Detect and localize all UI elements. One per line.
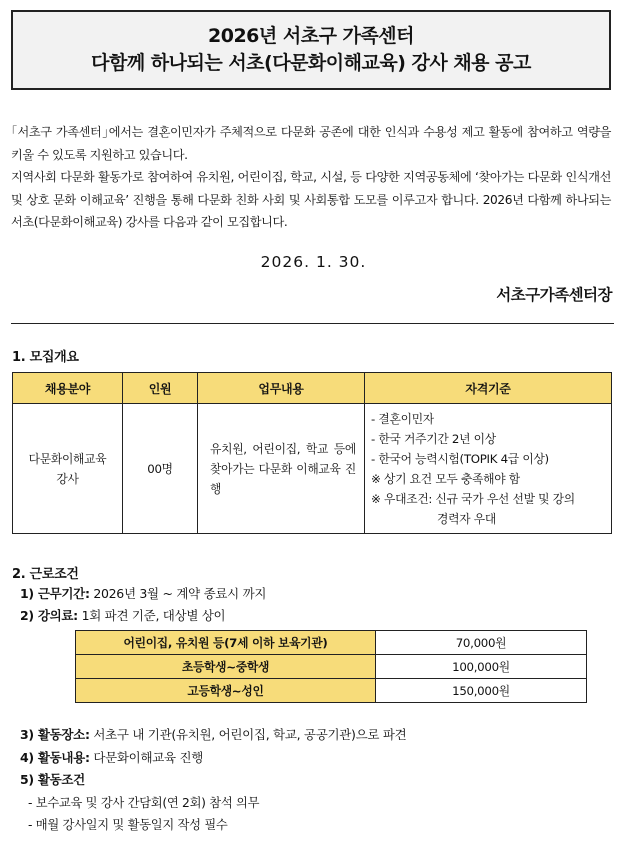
title-line-1: 2026년 서초구 가족센터 <box>208 25 414 47</box>
qualification-item: ※ 우대조건: 신규 국가 우선 선발 및 강의 <box>371 491 575 506</box>
cell-qualifications <box>365 404 612 534</box>
lecture-fee <box>20 606 225 624</box>
table-row <box>13 404 612 534</box>
header-field: 채용분야 <box>13 373 123 404</box>
divider <box>11 323 614 324</box>
cell-duties: 유치원, 어린이집, 학교 등에 찾아가는 다문화 이해교육 진행 <box>198 404 365 534</box>
fee-amount: 70,000원 <box>376 631 587 655</box>
activity-conditions <box>20 770 85 788</box>
title-line-2: 다함께 하나되는 서초(다문화이해교육) 강사 채용 공고 <box>91 52 531 74</box>
signer: 서초구가족센터장 <box>496 286 612 304</box>
fee-amount: 150,000원 <box>376 679 587 703</box>
fee-amount: 100,000원 <box>376 655 587 679</box>
fee-target: 어린이집, 유치원 등(7세 이하 보육기관) <box>76 631 376 655</box>
fee-target: 고등학생~성인 <box>76 679 376 703</box>
table-header-row <box>13 373 612 404</box>
lecture-fee-value: 1회 파견 기준, 대상별 상이 <box>77 608 226 623</box>
table-row <box>76 631 587 655</box>
work-period-label: 1) 근무기간: <box>20 586 90 601</box>
qualification-item: - 결혼이민자 <box>371 411 434 426</box>
activity-content-label: 4) 활동내용: <box>20 750 90 765</box>
cell-count: 00명 <box>123 404 198 534</box>
section-2-heading: 2. 근로조건 <box>12 567 79 582</box>
recruitment-table <box>12 372 612 534</box>
field-line-2: 강사 <box>56 471 79 486</box>
table-row <box>76 679 587 703</box>
qualification-item: - 한국 거주기간 2년 이상 <box>371 431 496 446</box>
title-box <box>11 10 611 90</box>
lecture-fee-label: 2) 강의료: <box>20 608 78 623</box>
header-count: 인원 <box>123 373 198 404</box>
section-1-heading: 1. 모집개요 <box>12 350 79 365</box>
intro-text <box>11 121 611 234</box>
qualification-item: 경력자 우대 <box>437 511 496 526</box>
qualification-item: ※ 상기 요건 모두 충족해야 함 <box>371 471 520 486</box>
activity-content-value: 다문화이해교육 진행 <box>89 750 203 765</box>
activity-place-value: 서초구 내 기관(유치원, 어린이집, 학교, 공공기관)으로 파견 <box>89 727 407 742</box>
field-line-1: 다문화이해교육 <box>28 451 107 466</box>
fee-table <box>75 630 587 703</box>
qualification-item: - 한국어 능력시험(TOPIK 4급 이상) <box>371 451 549 466</box>
header-duties: 업무내용 <box>198 373 365 404</box>
activity-conditions-label: 5) 활동조건 <box>20 772 85 787</box>
list-item: - 매월 강사일지 및 활동일지 작성 필수 <box>28 818 228 832</box>
activity-place-label: 3) 활동장소: <box>20 727 90 742</box>
intro-paragraph-2: 지역사회 다문화 활동가로 참여하여 유치원, 어린이집, 학교, 시설, 등 다양한 지역공동체에 ‘찾아가는 다문화 인식개선 및 상호 문화 이해교육’ 진행을 통해 다문화 친화 사회 및 사회통합 도모를 이루고자 합니다. 2026년 다함께 하나되는 서초(다문화이해교육) 강사를 다음과 같이 모집합니다. <box>11 170 611 229</box>
fee-target: 초등학생~중학생 <box>76 655 376 679</box>
list-item: - 보수교육 및 강사 간담회(연 2회) 참석 의무 <box>28 796 260 810</box>
activity-content <box>20 748 203 766</box>
cell-field <box>13 404 123 534</box>
header-qualifications: 자격기준 <box>365 373 612 404</box>
work-period <box>20 584 266 602</box>
work-period-value: 2026년 3월 ~ 계약 종료시 까지 <box>89 586 267 601</box>
intro-paragraph-1: ｢서초구 가족센터｣에서는 결혼이민자가 주체적으로 다문화 공존에 대한 인식과 수용성 제고 활동에 참여하고 역량을 키울 수 있도록 지원하고 있습니다. <box>11 125 611 162</box>
announcement-date: 2026. 1. 30. <box>260 253 367 271</box>
activity-place <box>20 725 406 743</box>
table-row <box>76 655 587 679</box>
